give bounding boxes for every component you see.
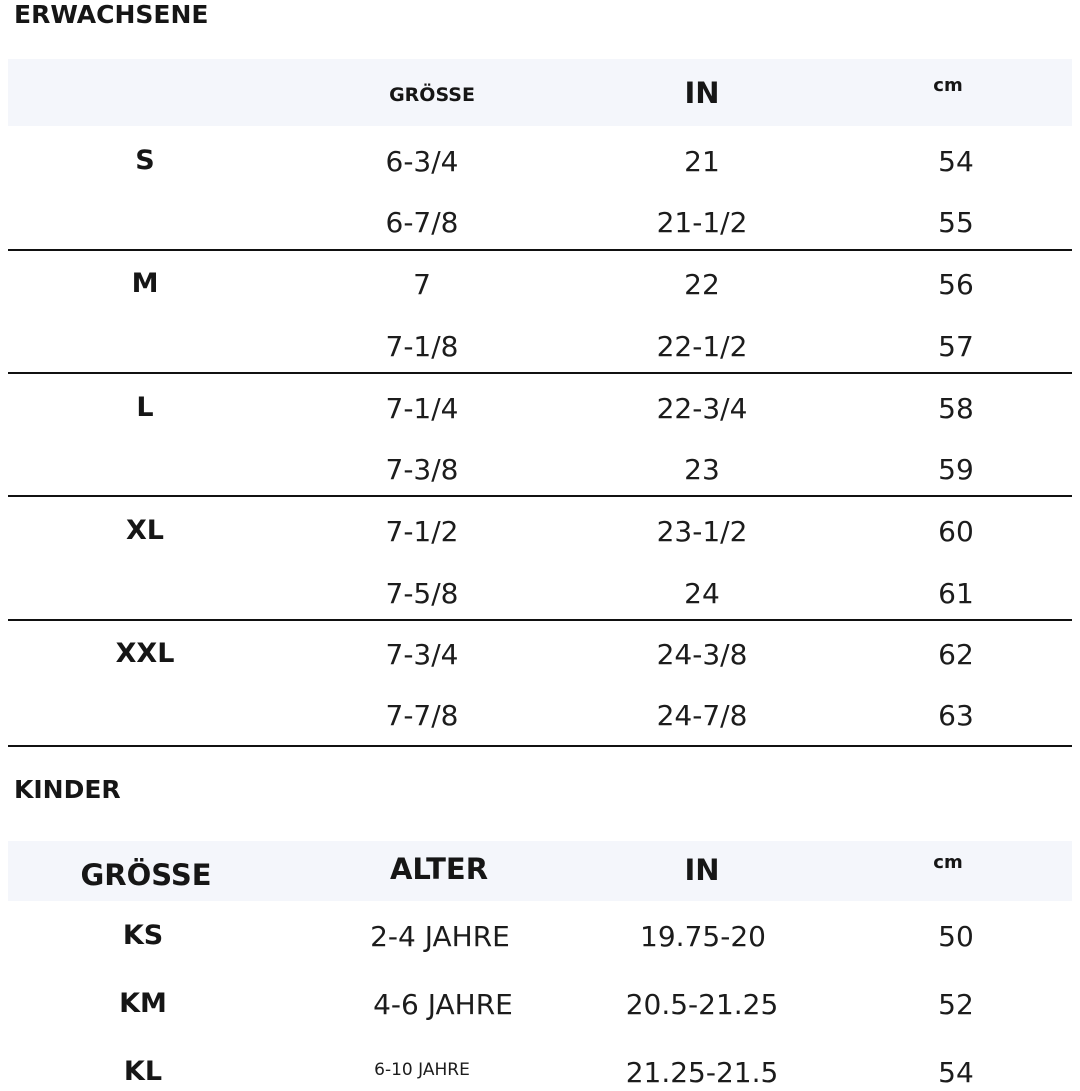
table-cell: 19.75-20	[640, 920, 766, 953]
table-cell: 60	[938, 515, 974, 548]
table-cell: 6-7/8	[385, 206, 459, 239]
table-cell: 7-1/8	[385, 330, 459, 363]
table-cell: 63	[938, 699, 974, 732]
table-cell: 7-3/8	[385, 453, 459, 486]
table-cell: 52	[938, 988, 974, 1021]
table-cell: 6-10 JAHRE	[374, 1060, 470, 1080]
table-cell: 23-1/2	[656, 515, 748, 548]
kids-title: KINDER	[14, 775, 121, 804]
table-cell: 21-1/2	[656, 206, 748, 239]
size-label: XXL	[115, 638, 175, 669]
table-cell: 7-1/4	[385, 392, 459, 425]
table-cell: 22	[684, 268, 720, 301]
group-divider	[8, 745, 1072, 747]
table-cell: 61	[938, 577, 974, 610]
table-cell: 50	[938, 920, 974, 953]
table-cell: 24-7/8	[656, 699, 748, 732]
size-label: KL	[123, 1056, 163, 1087]
table-cell: 54	[938, 145, 974, 178]
table-cell: 7-5/8	[385, 577, 459, 610]
table-cell: 21.25-21.5	[625, 1056, 779, 1089]
size-label: XL	[125, 515, 165, 546]
size-label: L	[136, 392, 154, 423]
size-label: M	[131, 268, 159, 299]
adults-header-size: GRÖSSE	[389, 84, 475, 106]
table-cell: 7-7/8	[385, 699, 459, 732]
table-cell: 62	[938, 638, 974, 671]
table-cell: 7-1/2	[385, 515, 459, 548]
table-cell: 2-4 JAHRE	[370, 920, 510, 953]
table-cell: 57	[938, 330, 974, 363]
table-cell: 20.5-21.25	[625, 988, 779, 1021]
adults-header-in: IN	[684, 76, 720, 110]
adults-header-row	[8, 59, 1072, 126]
kids-header-size: GRÖSSE	[80, 858, 212, 892]
table-cell: 54	[938, 1056, 974, 1089]
table-cell: 24	[684, 577, 720, 610]
adults-title: ERWACHSENE	[14, 0, 209, 29]
table-cell: 58	[938, 392, 974, 425]
table-cell: 55	[938, 206, 974, 239]
table-cell: 22-3/4	[656, 392, 748, 425]
kids-header-age: ALTER	[389, 852, 489, 886]
group-divider	[8, 249, 1072, 251]
table-cell: 21	[684, 145, 720, 178]
table-cell: 59	[938, 453, 974, 486]
table-cell: 7	[413, 268, 431, 301]
table-cell: 56	[938, 268, 974, 301]
group-divider	[8, 495, 1072, 497]
table-cell: 24-3/8	[656, 638, 748, 671]
size-label: KM	[119, 988, 167, 1019]
size-label: KS	[122, 920, 164, 951]
group-divider	[8, 619, 1072, 621]
table-cell: 4-6 JAHRE	[373, 988, 513, 1021]
kids-header-in: IN	[684, 853, 720, 887]
table-cell: 23	[684, 453, 720, 486]
adults-header-cm: cm	[933, 75, 963, 96]
kids-header-cm: cm	[933, 852, 963, 873]
size-label: S	[135, 145, 155, 176]
table-cell: 7-3/4	[385, 638, 459, 671]
table-cell: 22-1/2	[656, 330, 748, 363]
group-divider	[8, 372, 1072, 374]
table-cell: 6-3/4	[385, 145, 459, 178]
